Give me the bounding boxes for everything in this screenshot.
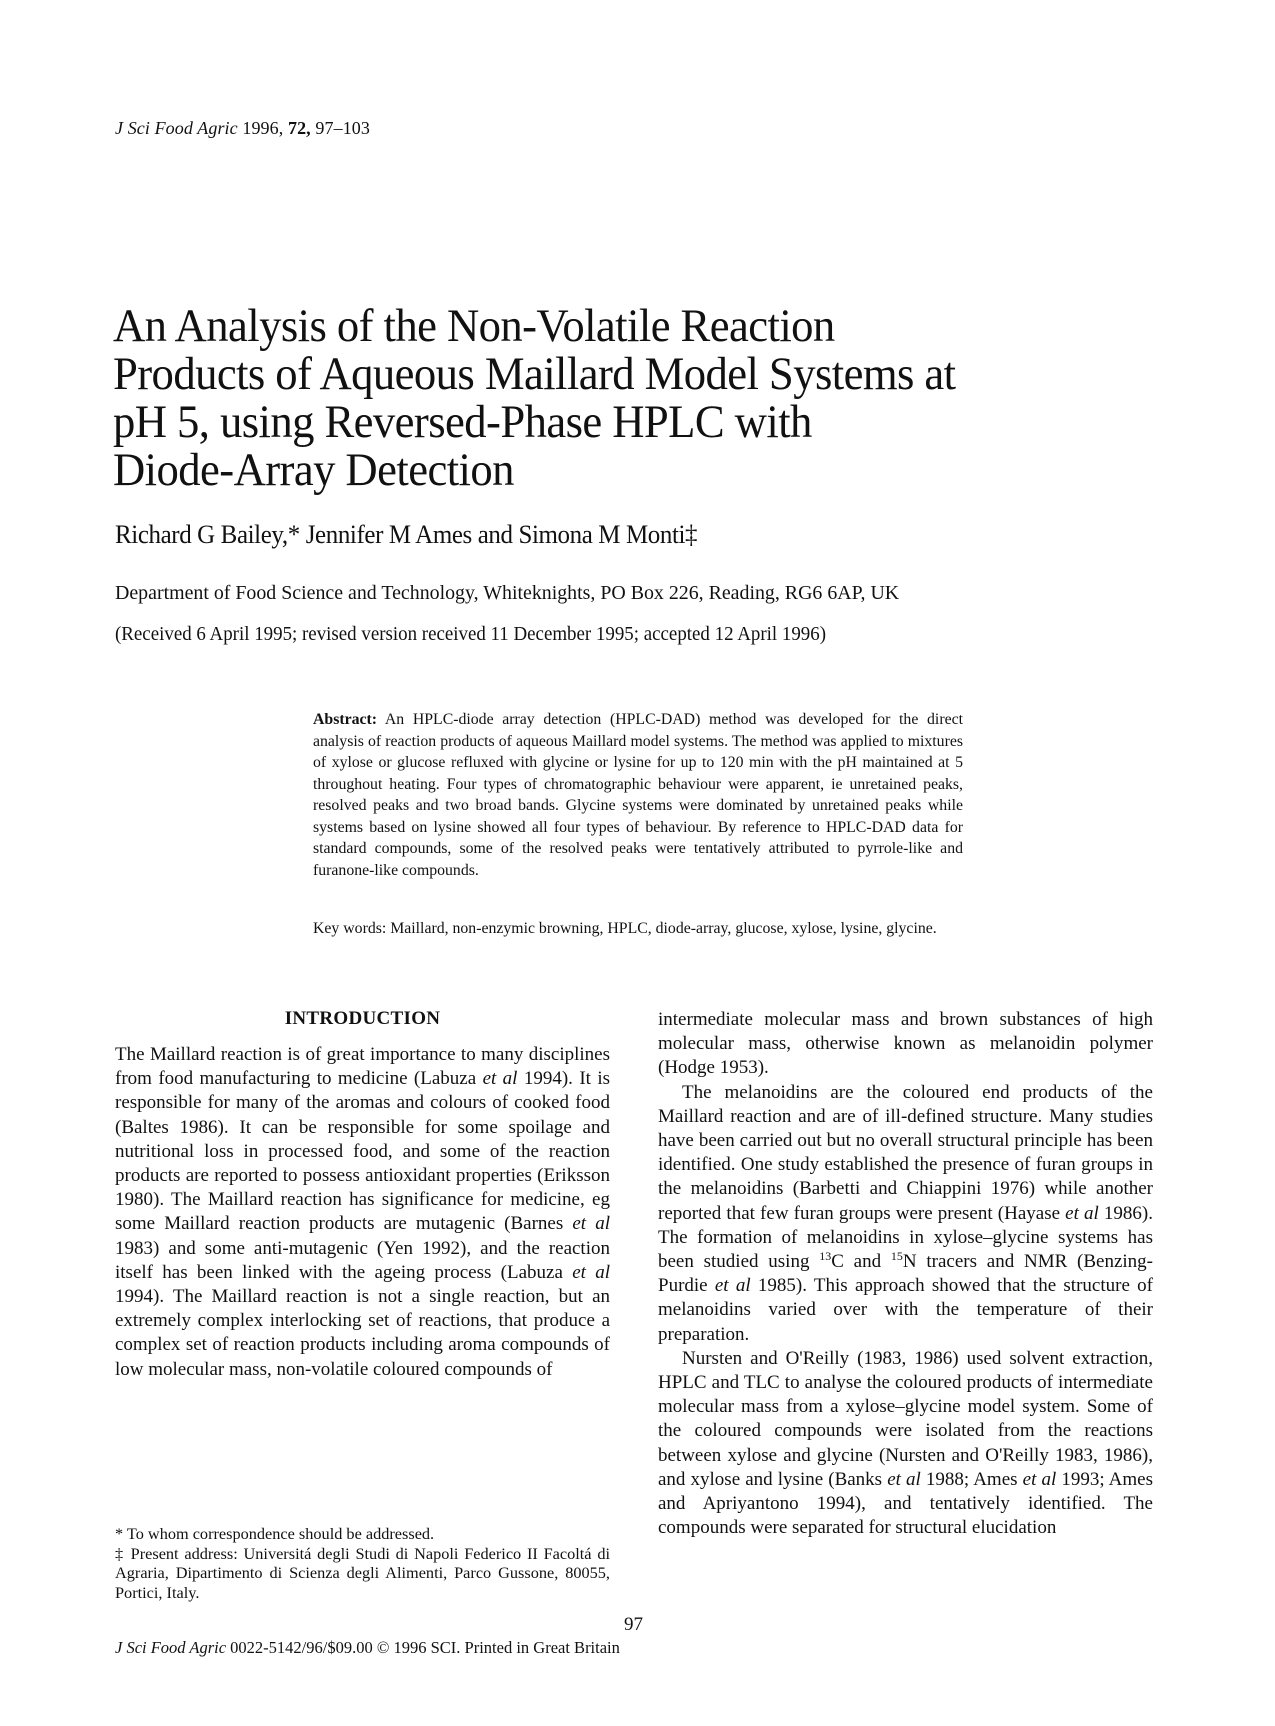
author-list: Richard G Bailey,* Jennifer M Ames and Simona M Monti‡ — [115, 520, 698, 549]
title-line: Diode-Array Detection — [113, 444, 514, 496]
section-heading-introduction: INTRODUCTION — [284, 1008, 441, 1029]
footnote-present-address: ‡ Present address: Universitá degli Studi di Napoli Federico II Facoltá di Agraria, Dipartimento di Scienza degli Alimenti, Parco Gussone, 80055, Portici, Italy. — [115, 1543, 610, 1602]
body-column-left — [115, 1043, 610, 1382]
paragraph: The Maillard reaction is of great importance to many disciplines from food manufacturing to medicine (Labuza et al 1994). It is responsible for many of the aromas and colours of cooked food (Baltes 1986). It can be responsible for some spoilage and nutritional loss in processed food, and some of the reaction products are reported to possess antioxidant properties (Eriksson 1980). The Maillard reaction has significance for medicine, eg some Maillard reaction products are mutagenic (Barnes et al 1983) and some anti-mutagenic (Yen 1992), and the reaction itself has been linked with the ageing process (Labuza et al 1994). The Maillard reaction is not a single reaction, but an extremely complex interlocking set of reactions, that produce a complex set of reaction products including aroma compounds of low molecular mass, non-volatile coloured compounds of — [115, 1044, 610, 1380]
footer-journal-name: J Sci Food Agric — [115, 1638, 227, 1657]
journal-volume: 72, — [287, 118, 311, 138]
footnotes — [115, 1524, 610, 1602]
footer-imprint — [115, 1638, 620, 1658]
abstract-text: An HPLC-diode array detection (HPLC-DAD) method was developed for the direct analysis of reaction products of aqueous Maillard model systems. The method was applied to mixtures of xylose or glucose refluxed with glycine or lysine for up to 120 min with the pH maintained at 5 throughout heating. Four types of chromatographic behaviour were apparent, ie unretained peaks, resolved peaks and two broad bands. Glycine systems were dominated by unretained peaks while systems based on lysine showed all four types of behaviour. By reference to HPLC-DAD data for standard compounds, some of the resolved peaks were tentatively attributed to pyrrole-like and furanone-like compounds. — [313, 711, 963, 879]
article-title — [113, 302, 1139, 494]
footer-imprint-text: 0022-5142/96/$09.00 © 1996 SCI. Printed in Great Britain — [226, 1638, 620, 1657]
paragraph: intermediate molecular mass and brown substances of high molecular mass, otherwise known as melanoidin polymer (Hodge 1953). — [658, 1009, 1153, 1079]
abstract — [313, 709, 963, 881]
journal-reference — [115, 118, 370, 139]
journal-pages: 97–103 — [315, 118, 370, 138]
page-number: 97 — [624, 1614, 643, 1635]
paragraph: Nursten and O'Reilly (1983, 1986) used solvent extraction, HPLC and TLC to analyse the coloured products of intermediate molecular mass from a xylose–glycine model system. Some of the coloured compounds were isolated from the reactions between xylose and glycine (Nursten and O'Reilly 1983, 1986), and xylose and lysine (Banks et al 1988; Ames et al 1993; Ames and Apriyantono 1994), and tentatively identified. The compounds were separated for structural elucidation — [658, 1347, 1153, 1539]
keywords: Key words: Maillard, non-enzymic browning, HPLC, diode-array, glucose, xylose, lysine, glycine. — [313, 920, 937, 937]
journal-name: J Sci Food Agric — [115, 118, 238, 138]
body-column-right — [658, 1008, 1153, 1540]
journal-year: 1996, — [242, 118, 284, 138]
footnote-correspondence: * To whom correspondence should be addressed. — [115, 1524, 435, 1543]
title-line: pH 5, using Reversed-Phase HPLC with — [113, 396, 812, 448]
received-dates: (Received 6 April 1995; revised version received 11 December 1995; accepted 12 April 1996) — [115, 624, 827, 645]
title-line: An Analysis of the Non-Volatile Reaction — [113, 300, 835, 352]
paragraph: The melanoidins are the coloured end products of the Maillard reaction and are of ill-defined structure. Many studies have been carried out but no overall structural principle has been identified. One study established the presence of furan groups in the melanoidins (Barbetti and Chiappini 1976) while another reported that few furan groups were present (Hayase et al 1986). The formation of melanoidins in xylose–glycine systems has been studied using $^{13}$C and $^{15}$N tracers and NMR (Benzing-Purdie et al 1985). This approach showed that the structure of melanoidins varied over with the temperature of their preparation. — [658, 1081, 1154, 1345]
title-line: Products of Aqueous Maillard Model Systems at — [113, 348, 956, 400]
affiliation: Department of Food Science and Technology, Whiteknights, PO Box 226, Reading, RG6 6AP, UK — [115, 582, 900, 604]
abstract-label: Abstract: — [313, 711, 378, 728]
